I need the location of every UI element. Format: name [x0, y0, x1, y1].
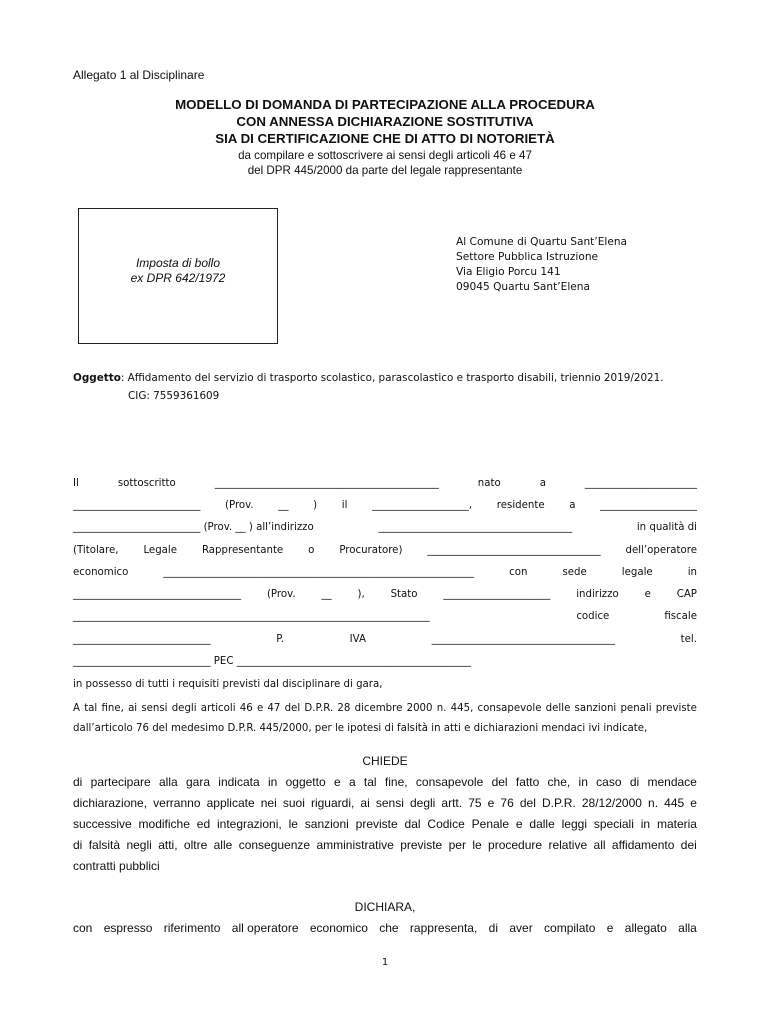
text-word: dalle	[529, 817, 555, 831]
text-word: e	[333, 775, 341, 789]
form-word: codice	[576, 611, 610, 622]
text-word: per	[448, 838, 466, 852]
text-word: relative	[548, 838, 588, 852]
form-word: Procuratore)	[339, 545, 403, 556]
bollo-box	[78, 208, 278, 344]
text-word: affidamento	[611, 838, 675, 852]
form-blank-country: _____________________	[443, 589, 551, 600]
recipient-line-3: Via Eligio Porcu 141	[456, 266, 561, 278]
title-line-2: CON ANNESSA DICHIARAZIONE SOSTITUTIVA	[236, 114, 534, 129]
form-word: il	[341, 500, 348, 511]
text-word: fine,	[384, 775, 408, 789]
text-word: indicata	[218, 775, 260, 789]
text-word: nei	[260, 796, 277, 810]
text-word: degli	[171, 703, 197, 714]
form-word: a	[539, 478, 546, 489]
text-word: e	[256, 703, 264, 714]
text-word: previste	[655, 703, 697, 714]
text-word: previste	[400, 838, 443, 852]
text-word: che,	[547, 775, 571, 789]
form-phrase	[576, 611, 697, 622]
text-word: fine,	[101, 703, 124, 714]
text-word: artt.	[441, 796, 463, 810]
text-word: rappresenta,	[409, 921, 478, 935]
chiede-line-3	[73, 817, 697, 831]
text-word: che	[379, 921, 399, 935]
page-number: 1	[381, 957, 389, 968]
form-word: Legale	[143, 545, 178, 556]
text-word: penali	[620, 703, 652, 714]
text-word: ai	[128, 703, 138, 714]
text-word: le	[472, 838, 482, 852]
form-line-2	[73, 500, 697, 511]
text-word: espresso	[103, 921, 153, 935]
text-word: oltre	[183, 838, 208, 852]
form-word: residente	[496, 500, 545, 511]
text-word: con	[73, 921, 93, 935]
text-word: dicembre	[354, 703, 403, 714]
text-word: falsità	[88, 838, 121, 852]
form-word: in	[687, 567, 697, 578]
text-word: sensi	[375, 796, 404, 810]
form-word: )	[313, 500, 318, 511]
text-word: ed	[196, 817, 211, 831]
text-word: n.	[648, 796, 659, 810]
form-word: in qualità di	[636, 522, 697, 533]
text-word: mendace	[647, 775, 697, 789]
form-blank-operator: _____________________________________________________________	[163, 567, 475, 578]
text-word: di	[629, 775, 640, 789]
text-word: delle	[545, 703, 571, 714]
text-word: amministrative	[316, 838, 394, 852]
text-word: ai	[360, 796, 370, 810]
text-word: modifiche	[138, 817, 190, 831]
text-word: materia	[656, 817, 697, 831]
possesso-line: in possesso di tutti i requisiti previsti dal disciplinare di gara,	[73, 679, 383, 690]
text-word: dei	[680, 838, 697, 852]
text-word: tal	[84, 703, 98, 714]
text-word: alle	[213, 838, 233, 852]
text-word: sensi	[141, 703, 168, 714]
text-word: 2000	[406, 703, 433, 714]
form-word: Rappresentante	[201, 545, 284, 556]
form-word: ),	[357, 589, 365, 600]
text-word: aver	[509, 921, 533, 935]
form-blank-birthplace: ______________________	[584, 478, 697, 489]
text-word: previste	[355, 817, 398, 831]
text-word: 47	[267, 703, 281, 714]
bollo-line-1: Imposta di bollo	[135, 256, 221, 270]
text-word: verranno	[153, 796, 201, 810]
text-word: a	[348, 775, 356, 789]
text-word: 28/12/2000	[581, 796, 642, 810]
text-word: gara	[185, 775, 210, 789]
text-word: consapevole	[477, 703, 542, 714]
form-blank-residence: ___________________	[600, 500, 697, 511]
form-line-6	[73, 589, 697, 600]
text-word: di	[488, 921, 498, 935]
text-word: in	[267, 775, 278, 789]
form-line-7	[73, 611, 697, 622]
form-blank: __	[321, 589, 332, 600]
text-word: suoi	[282, 796, 305, 810]
text-word: integrazioni,	[216, 817, 282, 831]
form-blank-city: _________________________________	[73, 589, 242, 600]
title-line-1: MODELLO DI DOMANDA DI PARTECIPAZIONE ALLA PROCEDURA	[175, 97, 595, 112]
form-word: P.	[276, 634, 284, 645]
form-word: con	[509, 567, 528, 578]
form-line-4	[73, 545, 697, 556]
text-word: dichiarazione,	[73, 796, 148, 810]
atal-line-1	[73, 703, 697, 714]
form-word: o	[308, 545, 315, 556]
text-word: allegato	[624, 921, 667, 935]
text-word: riferimento	[163, 921, 221, 935]
text-word: alla	[158, 775, 178, 789]
dichiara-heading: DICHIARA,	[354, 900, 416, 914]
text-word: e	[690, 796, 697, 810]
recipient-line-4: 09045 Quartu Sant’Elena	[456, 281, 591, 293]
text-word: articoli	[200, 703, 236, 714]
form-blank-birthdate: ___________________,	[372, 500, 473, 511]
text-word: atti,	[158, 838, 178, 852]
text-word: le	[288, 817, 298, 831]
text-word: procedure	[488, 838, 543, 852]
form-word: sottoscritto	[117, 478, 176, 489]
text-word: A	[73, 703, 80, 714]
text-word: Penale	[471, 817, 510, 831]
text-word: oggetto	[285, 775, 326, 789]
text-word: del	[519, 796, 536, 810]
form-word: sede	[562, 567, 587, 578]
subtitle-line-1: da compilare e sottoscrivere ai sensi degli articoli 46 e 47	[238, 149, 532, 162]
chiede-line-5: contratti pubblici	[73, 859, 160, 873]
subtitle-line-2: del DPR 445/2000 da parte del legale rappresentante	[247, 164, 523, 177]
text-word: speciali	[593, 817, 634, 831]
text-word: all operatore	[231, 921, 299, 935]
text-word: alla	[678, 921, 697, 935]
form-word: (Prov.	[266, 589, 296, 600]
form-word: CAP	[676, 589, 697, 600]
text-word: del	[284, 703, 301, 714]
allegato-label: Allegato 1 al Disciplinare	[73, 68, 205, 82]
chiede-heading: CHIEDE	[362, 754, 408, 768]
chiede-line-1	[73, 775, 697, 789]
form-blank-role: __________________________________	[427, 545, 601, 556]
recipient-line-1: Al Comune di Quartu Sant’Elena	[456, 236, 628, 248]
text-word: riguardi,	[310, 796, 355, 810]
oggetto-line	[73, 372, 664, 384]
form-line-8	[73, 634, 697, 645]
atal-line-2: dall’articolo 76 del medesimo D.P.R. 445/2000, per le ipotesi di falsità in atti e dichiarazioni mendaci ivi indicate,	[73, 723, 648, 734]
text-word: applicate	[206, 796, 255, 810]
form-line-1	[73, 478, 697, 489]
recipient-line-2: Settore Pubblica Istruzione	[456, 251, 599, 263]
cig-code: CIG: 7559361609	[128, 390, 220, 402]
text-word: partecipare	[90, 775, 151, 789]
text-word: di	[73, 775, 83, 789]
text-word: sanzioni	[304, 817, 349, 831]
form-word: indirizzo	[576, 589, 619, 600]
text-word: Codice	[427, 817, 465, 831]
oggetto-text: : Affidamento del servizio di trasporto scolastico, parascolastico e trasporto disabili, triennio 2019/2021.	[120, 372, 664, 384]
text-word: conseguenze	[238, 838, 311, 852]
text-word: del	[491, 775, 508, 789]
chiede-line-4	[73, 838, 697, 852]
text-word: degli	[409, 796, 436, 810]
text-word: caso	[596, 775, 622, 789]
form-blank-tax-code: ___________________________	[73, 634, 211, 645]
text-word: D.P.R.	[304, 703, 334, 714]
form-word: (Titolare,	[73, 545, 119, 556]
form-word: economico	[73, 567, 129, 578]
form-line-9: ___________________________ PEC ______________________________________________	[73, 656, 472, 667]
form-word: a	[569, 500, 576, 511]
text-word: all	[593, 838, 606, 852]
text-word: economico	[309, 921, 368, 935]
text-word: e	[515, 817, 523, 831]
text-word: fatto	[515, 775, 540, 789]
form-blank: _________________________	[73, 500, 201, 511]
form-blank-address: ______________________________________	[378, 522, 573, 533]
form-word: tel.	[680, 634, 697, 645]
text-word: 445,	[450, 703, 474, 714]
form-blank-name: ____________________________________________	[214, 478, 439, 489]
form-word: e	[644, 589, 651, 600]
text-word: 445	[664, 796, 685, 810]
bollo-line-2: ex DPR 642/1972	[130, 271, 226, 285]
form-word: legale	[621, 567, 653, 578]
form-line-5	[73, 567, 697, 578]
form-word: nato	[477, 478, 501, 489]
form-word: IVA	[349, 634, 366, 645]
text-word: e	[606, 921, 614, 935]
form-blank-vat: ____________________________________	[431, 634, 615, 645]
chiede-line-2	[73, 796, 697, 810]
form-word: Stato	[390, 589, 418, 600]
text-word: consapevole	[415, 775, 484, 789]
form-word: (Prov.	[225, 500, 254, 511]
text-word: successive	[73, 817, 132, 831]
text-word: dal	[404, 817, 421, 831]
oggetto-label: Oggetto	[73, 372, 121, 384]
text-word: in	[578, 775, 588, 789]
text-word: in	[640, 817, 651, 831]
text-word: negli	[126, 838, 152, 852]
text-word: 76	[500, 796, 514, 810]
text-word: 75	[468, 796, 482, 810]
form-word: _________________________ (Prov. __ ) all’indirizzo	[73, 522, 314, 533]
text-word: e	[487, 796, 495, 810]
text-word: 46	[239, 703, 253, 714]
form-word: dell’operatore	[625, 545, 697, 556]
form-word: Il	[73, 478, 79, 489]
text-word: compilato	[544, 921, 596, 935]
dichiara-line-1	[73, 921, 697, 935]
text-word: tal	[363, 775, 377, 789]
text-word: leggi	[561, 817, 587, 831]
title-line-3: SIA DI CERTIFICAZIONE CHE DI ATTO DI NOTORIETÀ	[215, 131, 555, 146]
text-word: sanzioni	[574, 703, 617, 714]
text-word: D.P.R.	[541, 796, 576, 810]
text-word: 28	[337, 703, 351, 714]
form-blank: __	[278, 500, 289, 511]
form-blank-street: ______________________________________________________________________	[73, 611, 430, 622]
form-word: fiscale	[664, 611, 697, 622]
form-line-3	[73, 522, 697, 533]
text-word: di	[73, 838, 83, 852]
text-word: n.	[436, 703, 447, 714]
